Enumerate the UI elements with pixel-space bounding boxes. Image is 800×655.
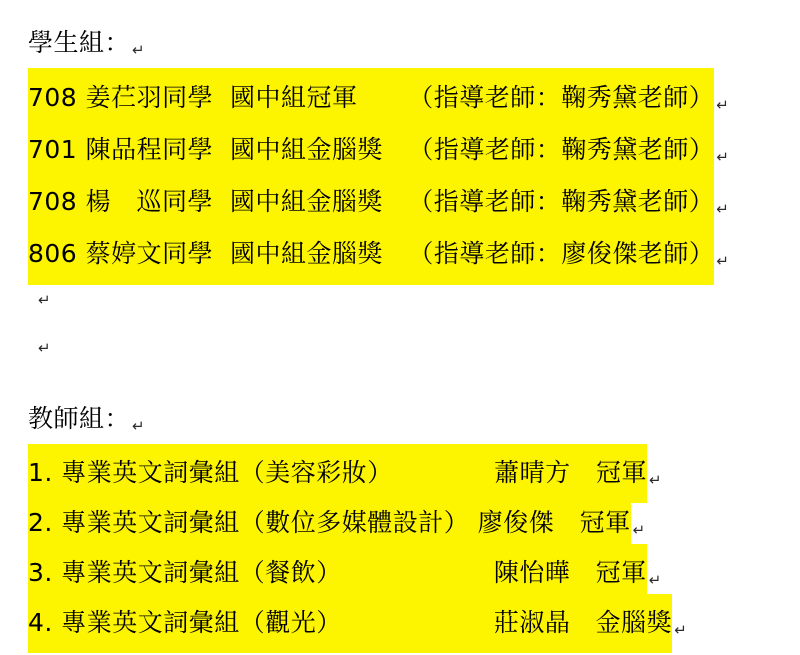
student-section-heading-line (28, 18, 800, 68)
student-row-text: 701 陳品程同學 國中組金腦獎 （指導老師：鞠秀黛老師） (28, 120, 714, 181)
student-section-heading: 學生組： (28, 28, 131, 57)
paragraph-mark-icon: ↵ (38, 291, 51, 309)
student-row (28, 224, 800, 276)
teacher-row-text: 4. 專業英文詞彙組（觀光） 莊淑晶 金腦獎 (28, 594, 672, 653)
paragraph-mark-icon: ↵ (716, 148, 729, 166)
teacher-row (28, 494, 800, 544)
teacher-row-text: 2. 專業英文詞彙組（數位多媒體設計） 廖俊傑 冠軍 (28, 494, 631, 553)
student-row (28, 120, 800, 172)
teacher-row-text: 1. 專業英文詞彙組（美容彩妝） 蕭晴方 冠軍 (28, 444, 647, 503)
section-spacer (28, 372, 800, 394)
teacher-row (28, 594, 800, 644)
teacher-row-text: 3. 專業英文詞彙組（餐飲） 陳怡曄 冠軍 (28, 544, 647, 603)
paragraph-mark-icon: ↵ (648, 571, 662, 589)
paragraph-mark-icon: ↵ (38, 339, 51, 357)
teacher-row (28, 544, 800, 594)
student-row (28, 172, 800, 224)
teacher-section-heading: 教師組： (28, 404, 131, 433)
paragraph-mark-icon: ↵ (132, 417, 145, 435)
paragraph-mark-icon: ↵ (716, 252, 729, 270)
paragraph-mark-icon: ↵ (716, 96, 729, 114)
paragraph-mark-icon: ↵ (632, 521, 646, 539)
student-rows (28, 68, 800, 276)
student-row-text: 806 蔡婷文同學 國中組金腦獎 （指導老師：廖俊傑老師） (28, 224, 714, 285)
teacher-section-heading-line (28, 394, 800, 444)
student-row-text: 708 楊 巡同學 國中組金腦獎 （指導老師：鞠秀黛老師） (28, 172, 714, 233)
student-row-text: 708 姜芢羽同學 國中組冠軍 （指導老師：鞠秀黛老師） (28, 68, 714, 129)
empty-paragraph (28, 324, 800, 372)
student-row (28, 68, 800, 120)
paragraph-mark-icon: ↵ (649, 471, 662, 489)
paragraph-mark-icon: ↵ (132, 41, 145, 59)
teacher-row (28, 444, 800, 494)
paragraph-mark-icon: ↵ (716, 200, 729, 218)
teacher-rows (28, 444, 800, 644)
paragraph-mark-icon: ↵ (674, 621, 687, 639)
